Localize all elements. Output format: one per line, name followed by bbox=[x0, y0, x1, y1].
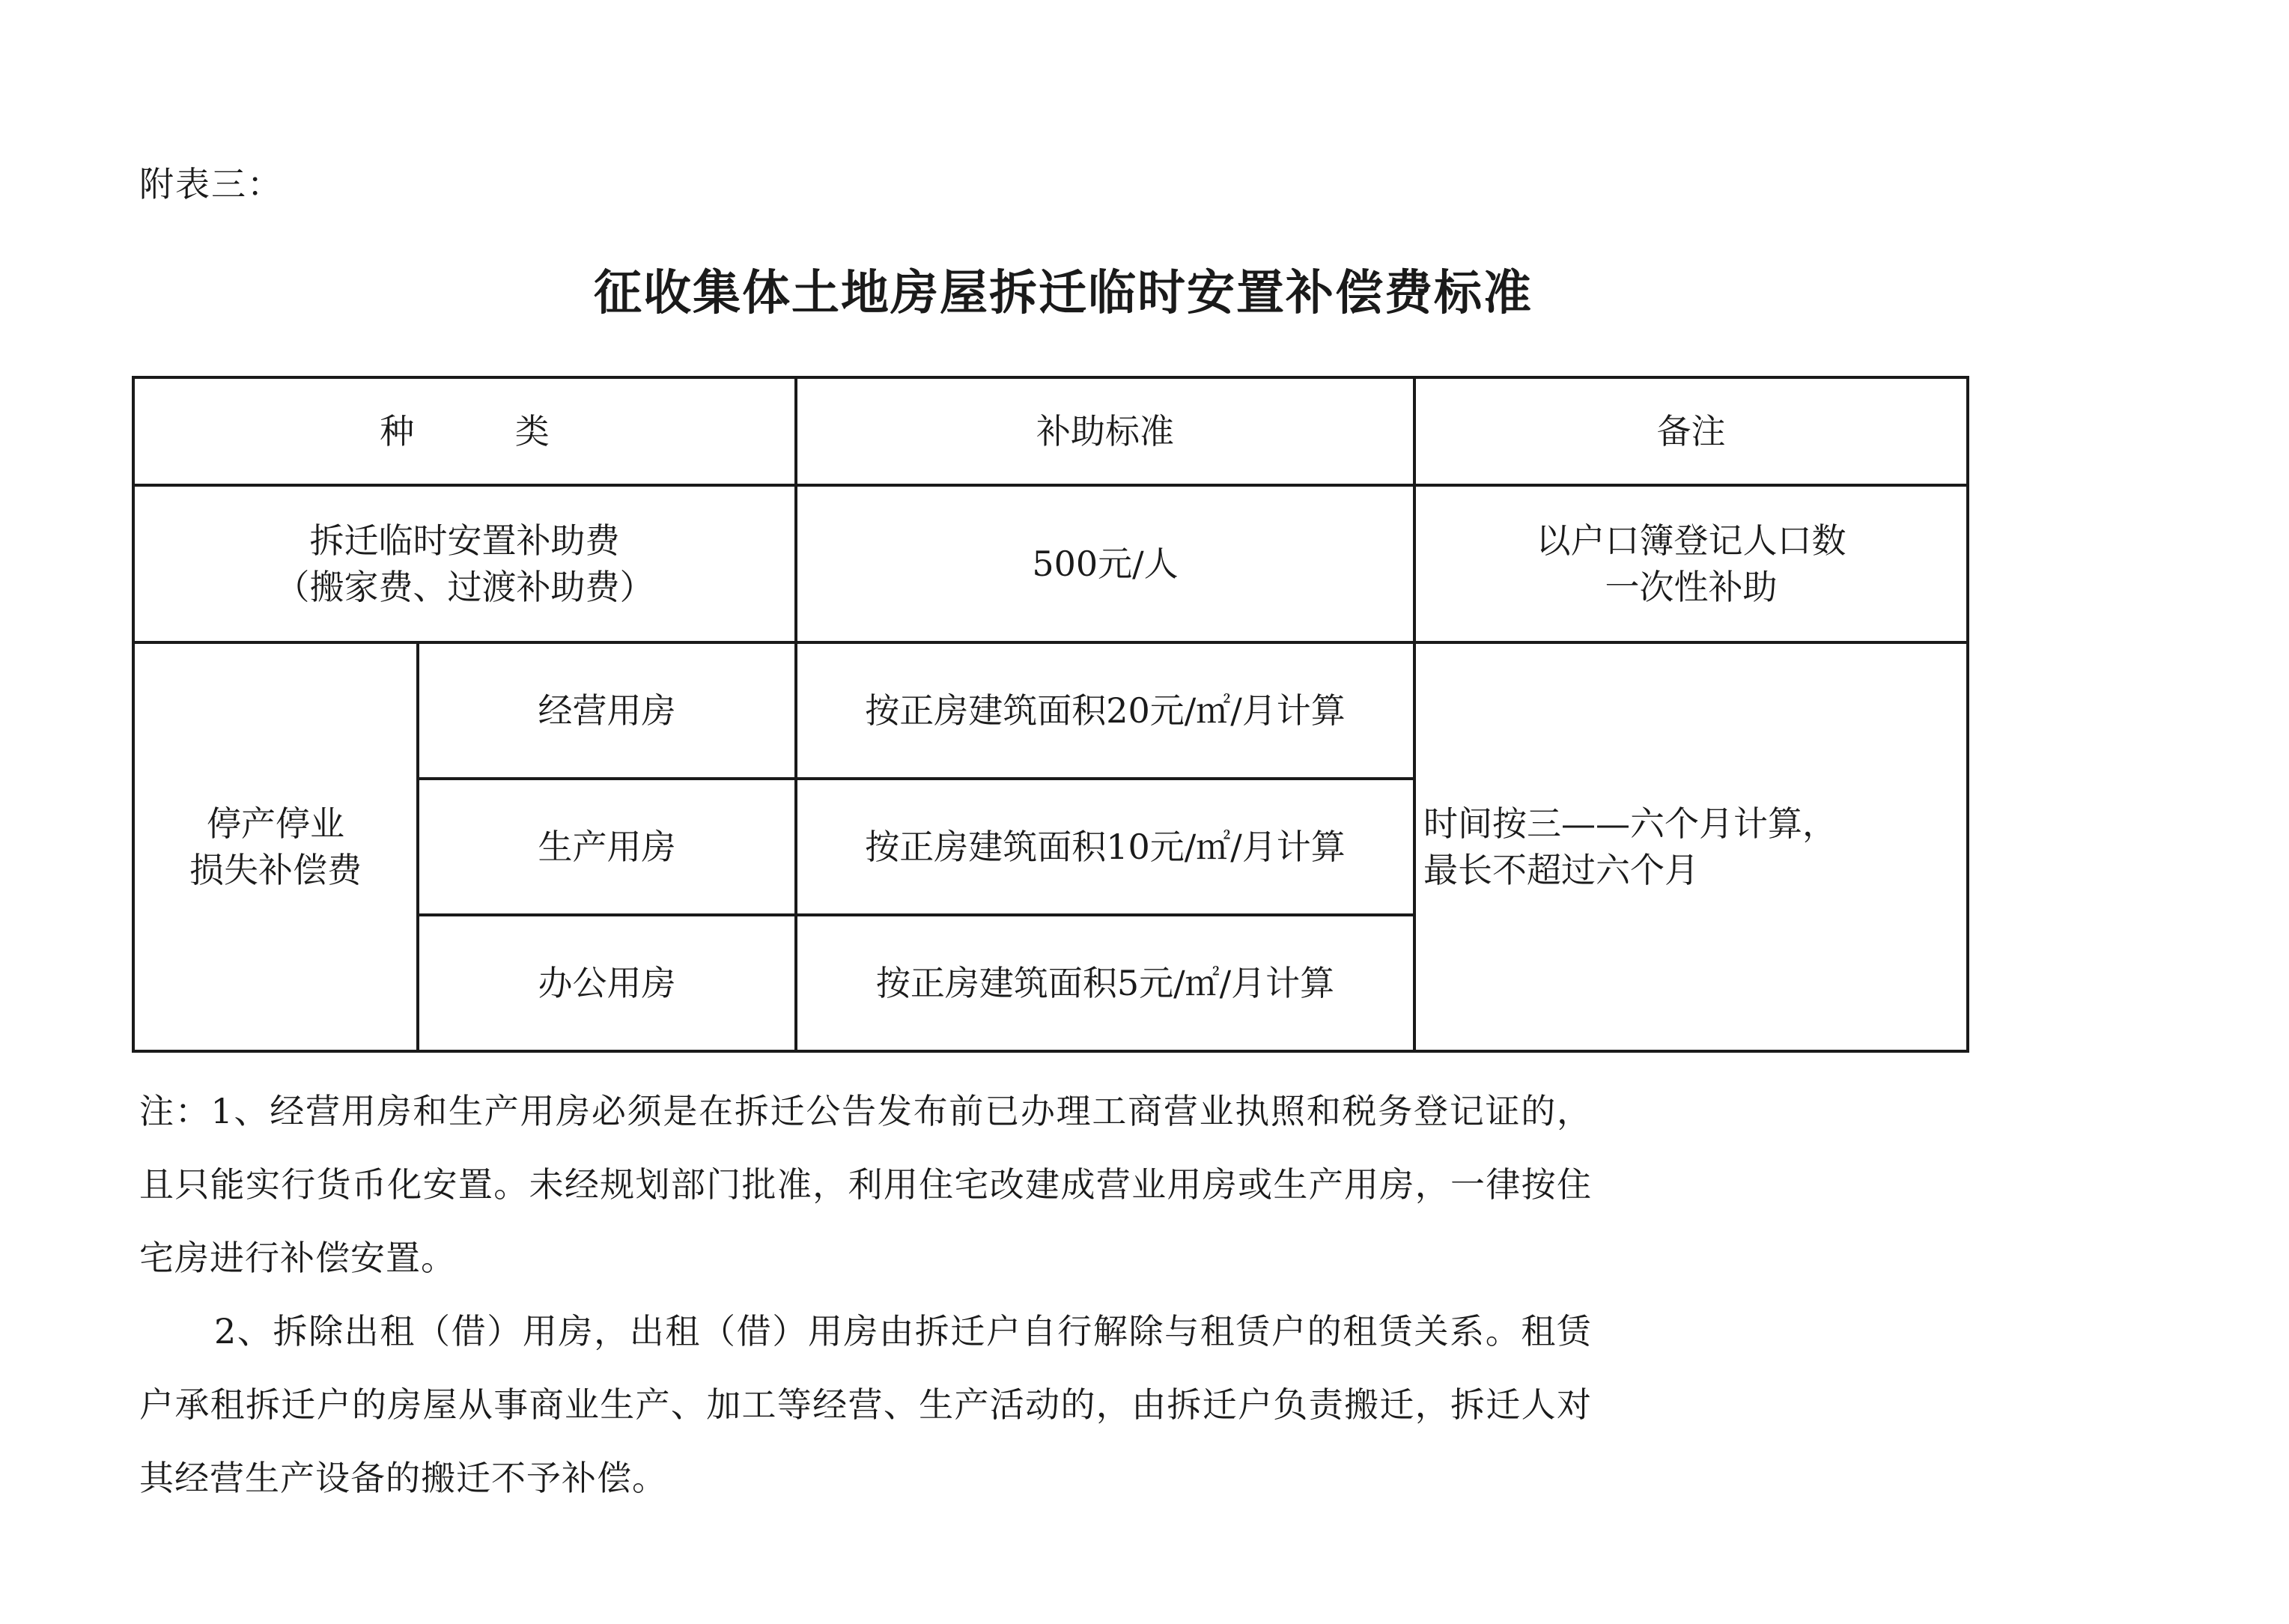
loss-type-cell: 生产用房 bbox=[418, 779, 796, 915]
loss-standard-cell: 按正房建筑面积20元/㎡/月计算 bbox=[796, 642, 1414, 779]
loss-standard-cell: 按正房建筑面积10元/㎡/月计算 bbox=[796, 779, 1414, 915]
appendix-label: 附表三： bbox=[139, 164, 283, 204]
header-standard: 补助标准 bbox=[796, 377, 1414, 485]
table-row bbox=[133, 485, 1968, 642]
loss-remarks-line2: 最长不超过六个月 bbox=[1423, 850, 1699, 890]
temp-category-line2: （搬家费、过渡补助费） bbox=[275, 567, 654, 607]
loss-group-cell bbox=[133, 642, 418, 1051]
note-2: 2、拆除出租（借）用房，出租（借）用房由拆迁户自行解除与租赁户的租赁关系。租赁户承租拆迁户的房屋从事商业生产、加工等经营、生产活动的，由拆迁户负责搬迁，拆迁人对其经营生产设备的搬迁不予补偿。 bbox=[139, 1311, 1592, 1498]
loss-standard-cell: 按正房建筑面积5元/㎡/月计算 bbox=[796, 915, 1414, 1051]
header-remarks: 备注 bbox=[1414, 377, 1968, 485]
loss-remarks-cell bbox=[1414, 642, 1968, 1051]
loss-type-cell: 办公用房 bbox=[418, 915, 796, 1051]
loss-type-cell: 经营用房 bbox=[418, 642, 796, 779]
temp-remarks-line2: 一次性补助 bbox=[1605, 567, 1778, 607]
notes-section bbox=[139, 1074, 1592, 1515]
temp-category-line1: 拆迁临时安置补助费 bbox=[309, 520, 620, 561]
table-row bbox=[133, 642, 1968, 779]
loss-group-line1: 停产停业 bbox=[207, 803, 344, 844]
note-1: 注：1、经营用房和生产用房必须是在拆迁公告发布前已办理工商营业执照和税务登记证的，且只能实行货币化安置。未经规划部门批准，利用住宅改建成营业用房或生产用房，一律按住宅房进行补偿安置。 bbox=[139, 1091, 1592, 1278]
compensation-table bbox=[132, 376, 1969, 1053]
temp-remarks-line1: 以户口簿登记人口数 bbox=[1536, 520, 1846, 561]
loss-group-line2: 损失补偿费 bbox=[189, 850, 362, 890]
document-title: 征收集体土地房屋拆迁临时安置补偿费标准 bbox=[594, 265, 1533, 321]
temp-category-cell bbox=[133, 485, 796, 642]
header-category: 种 类 bbox=[133, 377, 796, 485]
loss-remarks-line1: 时间按三——六个月计算， bbox=[1423, 803, 1837, 844]
table-header-row bbox=[133, 377, 1968, 485]
temp-standard-cell: 500元/人 bbox=[796, 485, 1414, 642]
temp-remarks-cell bbox=[1414, 485, 1968, 642]
